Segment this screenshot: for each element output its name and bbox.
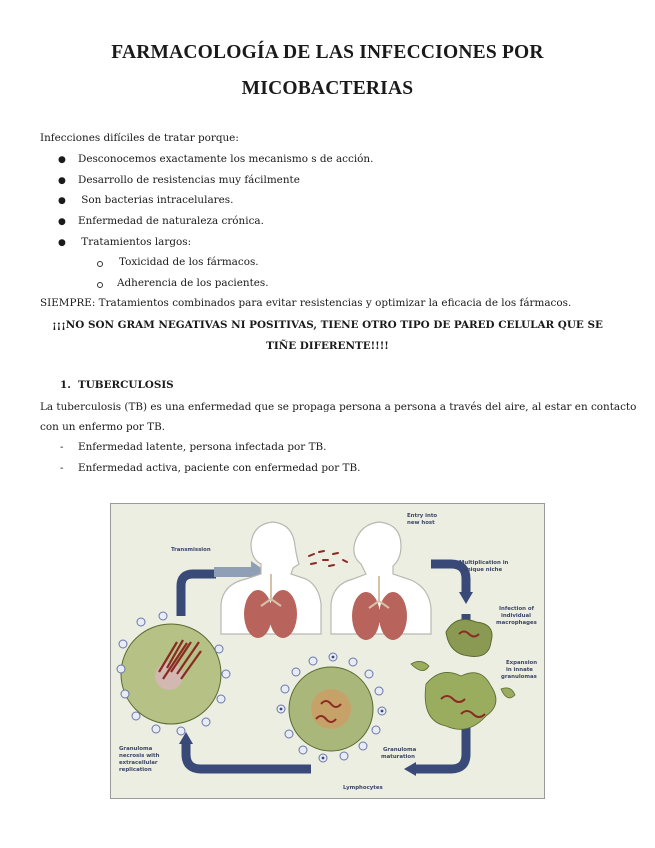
list-item: Desarrollo de resistencias muy fácilmente bbox=[78, 174, 300, 186]
label-mult-1: Multiplication in bbox=[459, 560, 509, 566]
list-item: Tratamientos largos: bbox=[78, 236, 192, 248]
label-maturation-1: Granuloma bbox=[383, 747, 417, 753]
section-heading: TUBERCULOSIS bbox=[78, 379, 174, 391]
dash-icon: - bbox=[60, 462, 64, 474]
paragraph-line-2: con un enfermo por TB. bbox=[40, 421, 166, 433]
list-item: Enfermedad de naturaleza crónica. bbox=[78, 215, 264, 227]
bullet-icon: ● bbox=[58, 155, 66, 165]
label-necrosis-4: replication bbox=[119, 767, 152, 773]
page-title-line-2: MICOBACTERIAS bbox=[241, 78, 414, 99]
paragraph-line-1: La tuberculosis (TB) es una enfermedad que se propaga persona a persona a través del aire, al estar en contacto bbox=[40, 401, 637, 413]
bullet-icon: ● bbox=[58, 238, 66, 248]
section-number: 1. bbox=[60, 379, 71, 391]
warning-line-1: ¡¡¡NO SON GRAM NEGATIVAS NI POSITIVAS, TIENE OTRO TIPO DE PARED CELULAR QUE SE bbox=[52, 319, 603, 331]
sub-list-item: Adherencia de los pacientes. bbox=[117, 277, 269, 289]
circle-bullet-icon bbox=[97, 261, 103, 267]
label-infection-2: individual bbox=[501, 613, 531, 619]
airborne-bacilli bbox=[309, 551, 347, 566]
label-lymphocytes: Lymphocytes bbox=[343, 785, 383, 791]
label-infection-3: macrophages bbox=[496, 620, 537, 626]
infected-macrophage bbox=[446, 620, 492, 657]
innate-granuloma bbox=[411, 661, 515, 729]
label-entry-1: Entry into bbox=[407, 513, 438, 519]
sub-list-item: Toxicidad de los fármacos. bbox=[119, 256, 259, 268]
dash-list-item: Enfermedad activa, paciente con enfermedad por TB. bbox=[78, 462, 361, 474]
list-item: Son bacterias intracelulares. bbox=[78, 194, 234, 206]
dash-list-item: Enfermedad latente, persona infectada por TB. bbox=[78, 441, 327, 453]
label-infection-1: Infection of bbox=[499, 606, 534, 612]
label-expansion-2: in innate bbox=[506, 667, 533, 673]
label-necrosis-1: Granuloma bbox=[119, 746, 153, 752]
warning-line-2: TIÑE DIFERENTE!!!! bbox=[266, 340, 389, 352]
label-transmission: Transmission bbox=[171, 547, 211, 553]
label-entry-2: new host bbox=[407, 520, 435, 526]
tb-cycle-illustration bbox=[110, 503, 545, 799]
label-necrosis-2: necrosis with bbox=[119, 753, 160, 759]
dash-icon: - bbox=[60, 441, 64, 453]
tb-cycle-graphic bbox=[111, 504, 544, 798]
page-title-line-1: FARMACOLOGÍA DE LAS INFECCIONES POR bbox=[111, 42, 544, 63]
circle-bullet-icon bbox=[97, 282, 103, 288]
list-item: Desconocemos exactamente los mecanismo s de acción. bbox=[78, 153, 374, 165]
siempre-note: SIEMPRE: Tratamientos combinados para evitar resistencias y optimizar la eficacia de los fármacos. bbox=[40, 297, 572, 309]
label-expansion-1: Expansion bbox=[506, 660, 538, 666]
label-necrosis-3: extracellular bbox=[119, 760, 158, 766]
label-expansion-3: granulomas bbox=[501, 674, 537, 680]
label-maturation-2: maturation bbox=[381, 754, 415, 760]
bullet-icon: ● bbox=[58, 217, 66, 227]
bullet-icon: ● bbox=[58, 176, 66, 186]
bullet-icon: ● bbox=[58, 196, 66, 206]
intro-text: Infecciones difíciles de tratar porque: bbox=[40, 132, 239, 144]
label-mult-2: unique niche bbox=[463, 567, 503, 573]
